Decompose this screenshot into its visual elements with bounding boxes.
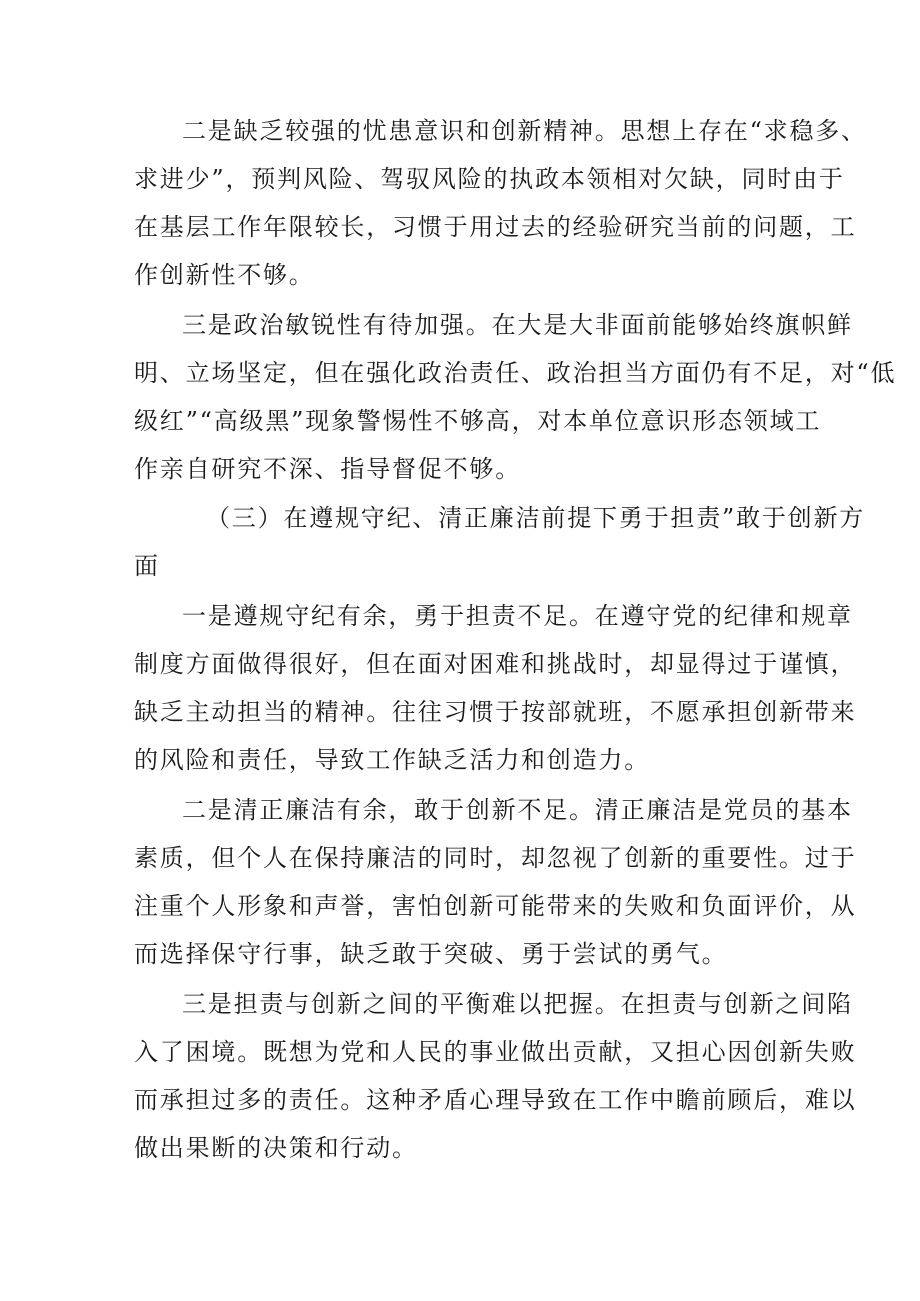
paragraph-line: 一是遵规守纪有余，勇于担责不足。在遵守党的纪律和规章 — [182, 602, 853, 630]
paragraph-line: 入了困境。既想为党和人民的事业做出贡献，又担心因创新失败 — [134, 1038, 857, 1066]
paragraph-line: 而选择保守行事，缺乏敢于突破、勇于尝试的勇气。 — [134, 940, 728, 968]
paragraph-line: 制度方面做得很好，但在面对困难和挑战时，却显得过于谨慎， — [134, 650, 857, 678]
paragraph-line: 注重个人形象和声誉，害怕创新可能带来的失败和负面评价，从 — [134, 892, 857, 920]
paragraph-line: 缺乏主动担当的精神。往往习惯于按部就班，不愿承担创新带来 — [134, 698, 857, 726]
paragraph-line: 明、立场坚定，但在强化政治责任、政治担当方面仍有不足，对“低 — [134, 359, 897, 387]
paragraph-line: 的风险和责任，导致工作缺乏活力和创造力。 — [134, 746, 650, 774]
paragraph-line: 做出果断的决策和行动。 — [134, 1134, 418, 1162]
paragraph-line: 而承担过多的责任。这种矛盾心理导致在工作中瞻前顾后，难以 — [134, 1086, 857, 1114]
paragraph-line: 作亲自研究不深、指导督促不够。 — [134, 455, 521, 483]
section-heading: 面 — [134, 552, 160, 580]
paragraph-line: 二是清正廉洁有余，敢于创新不足。清正廉洁是党员的基本 — [182, 796, 853, 824]
paragraph-line: 求进少”，预判风险、驾驭风险的执政本领相对欠缺，同时由于 — [134, 165, 845, 193]
paragraph-line: 在基层工作年限较长，习惯于用过去的经验研究当前的问题，工 — [134, 213, 857, 241]
paragraph-line: 三是担责与创新之间的平衡难以把握。在担责与创新之间陷 — [182, 990, 853, 1018]
paragraph-line: 三是政治敏锐性有待加强。在大是大非面前能够始终旗帜鲜 — [182, 311, 853, 339]
paragraph-line: 级红”“高级黑”现象警惕性不够高，对本单位意识形态领域工 — [134, 407, 822, 435]
paragraph-line: 素质，但个人在保持廉洁的同时，却忽视了创新的重要性。过于 — [134, 844, 857, 872]
section-heading: （三）在遵规守纪、清正廉洁前提下勇于担责”敢于创新方 — [206, 504, 866, 532]
paragraph-line: 作创新性不够。 — [134, 261, 315, 289]
paragraph-line: 二是缺乏较强的忧患意识和创新精神。思想上存在“求稳多、 — [182, 117, 867, 145]
